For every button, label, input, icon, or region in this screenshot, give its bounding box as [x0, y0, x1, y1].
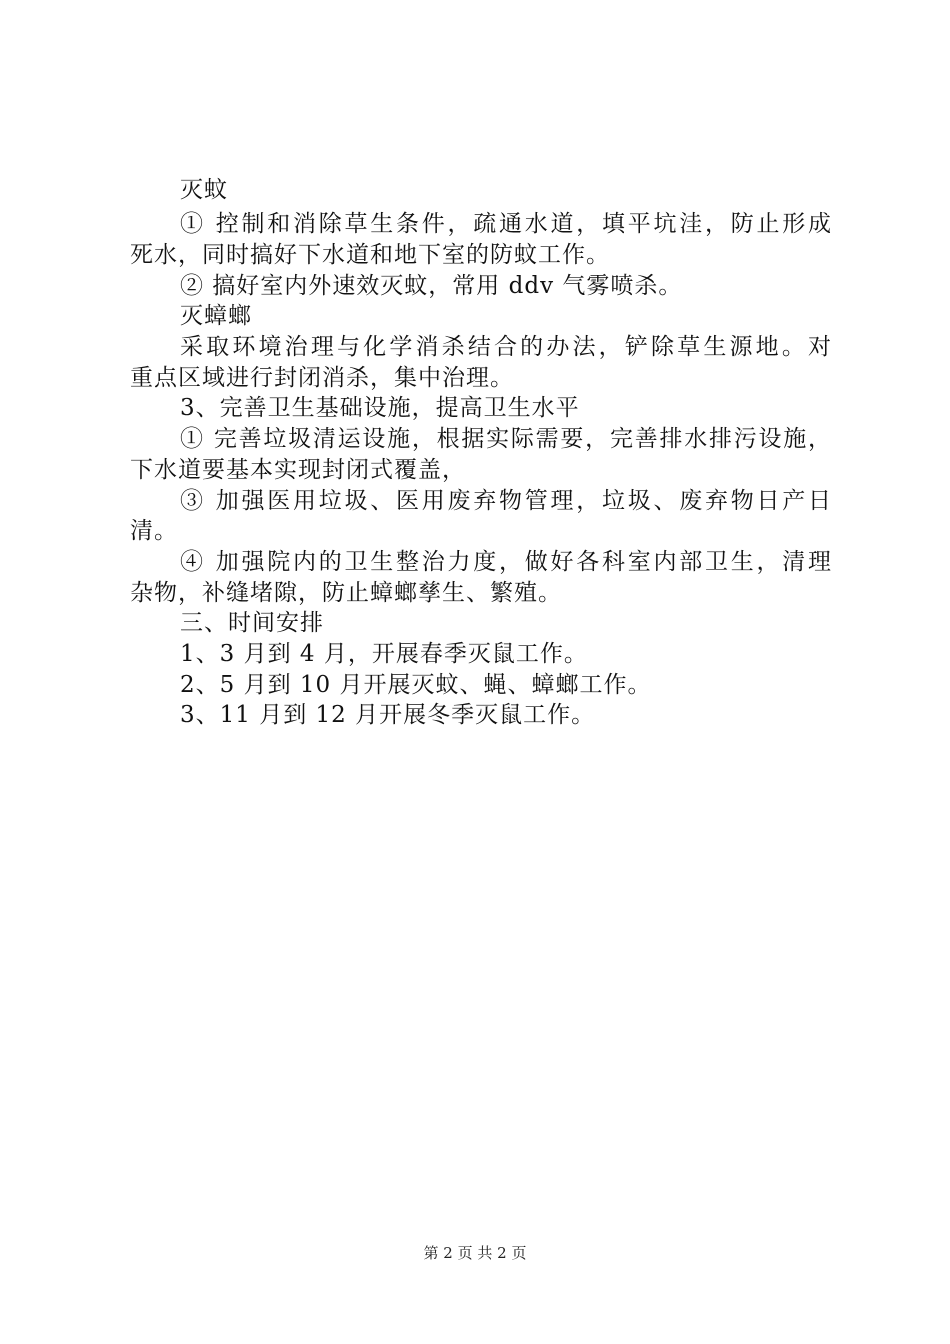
paragraph-line: ④ 加强院内的卫生整治力度，做好各科室内部卫生，清理 — [180, 549, 832, 575]
schedule-item: 1、3 月到 4 月，开展春季灭鼠工作。 — [180, 641, 588, 667]
paragraph-line: 采取环境治理与化学消杀结合的办法，铲除草生源地。对 — [180, 334, 832, 360]
schedule-item: 2、5 月到 10 月开展灭蚊、蝇、蟑螂工作。 — [180, 672, 652, 698]
paragraph-line: 清。 — [130, 518, 178, 544]
schedule-item: 3、11 月到 12 月开展冬季灭鼠工作。 — [180, 702, 596, 728]
paragraph-line: ② 搞好室内外速效灭蚊，常用 ddv 气雾喷杀。 — [180, 273, 683, 299]
section-heading: 三、时间安排 — [180, 610, 324, 636]
page-footer: 第 2 页 共 2 页 — [423, 1244, 527, 1262]
paragraph-line: 重点区域进行封闭消杀，集中治理。 — [130, 365, 514, 391]
paragraph-line: 死水，同时搞好下水道和地下室的防蚊工作。 — [130, 242, 610, 268]
paragraph-line: ① 完善垃圾清运设施，根据实际需要，完善排水排污设施， — [180, 426, 832, 452]
heading-mosquito: 灭蚊 — [180, 177, 228, 203]
paragraph-line: ③ 加强医用垃圾、医用废弃物管理，垃圾、废弃物日产日 — [180, 488, 832, 514]
section-heading: 3、完善卫生基础设施，提高卫生水平 — [180, 395, 580, 421]
paragraph-line: 下水道要基本实现封闭式覆盖， — [130, 457, 466, 483]
paragraph-line: 杂物，补缝堵隙，防止蟑螂孳生、繁殖。 — [130, 580, 562, 606]
paragraph-line: ① 控制和消除草生条件，疏通水道，填平坑洼，防止形成 — [180, 211, 832, 237]
heading-cockroach: 灭蟑螂 — [180, 303, 252, 329]
